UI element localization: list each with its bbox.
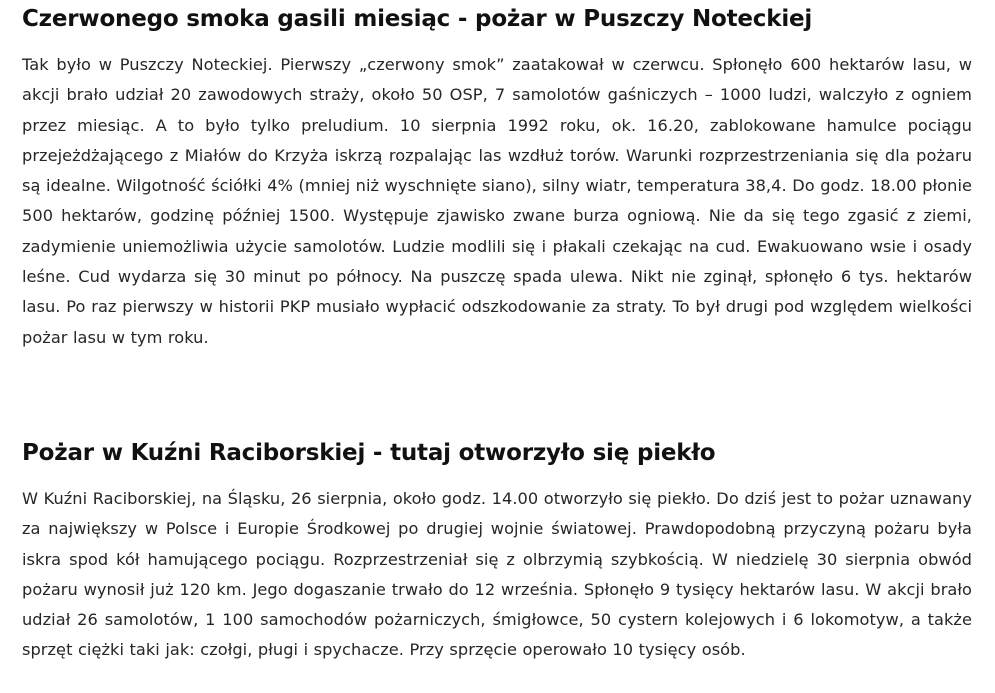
section-paragraph: Tak było w Puszczy Noteckiej. Pierwszy „czerwony smok” zaatakował w czerwcu. Spłonęło 600 hektarów lasu, w akcji brało udział 20 zawodowych straży, około 50 OSP, 7 samolotów gaśniczych – 1000 ludzi, walczyło z ogniem przez miesiąc. A to było tylko preludium. 10 sierpnia 1992 roku, ok. 16.20, zablokowane hamulce pociągu przejeżdżającego z Miałów do Krzyża iskrzą rozpalając las wzdłuż torów. Warunki rozprzestrzeniania się dla pożaru są idealne. Wilgotność ściółki 4% (mniej niż wyschnięte siano), silny wiatr, temperatura 38,4. Do godz. 18.00 płonie 500 hektarów, godzinę później 1500. Występuje zjawisko zwane burza ogniową. Nie da się tego zgasić z ziemi, zadymienie uniemożliwia użycie samolotów. Ludzie modlili się i płakali czekając na cud. Ewakuowano wsie i osady leśne. Cud wydarza się 30 minut po północy. Na puszczę spada ulewa. Nikt nie zginął, spłonęło 6 tys. hektarów lasu. Po raz pierwszy w historii PKP musiało wypłacić odszkodowanie za straty. To był drugi pod względem wielkości pożar lasu w tym roku. (22, 55, 972, 347)
section-heading: Czerwonego smoka gasili miesiąc - pożar w Puszczy Noteckiej (22, 6, 813, 32)
section-heading: Pożar w Kuźni Raciborskiej - tutaj otworzyło się piekło (22, 440, 716, 466)
section-paragraph: W Kuźni Raciborskiej, na Śląsku, 26 sierpnia, około godz. 14.00 otworzyło się piekło. Do dziś jest to pożar uznawany za największy w Polsce i Europie Środkowej po drugiej wojnie światowej. Prawdopodobną przyczyną pożaru była iskra spod kół hamującego pociągu. Rozprzestrzeniał się z olbrzymią szybkością. W niedzielę 30 sierpnia obwód pożaru wynosił już 120 km. Jego dogaszanie trwało do 12 września. Spłonęło 9 tysięcy hektarów lasu. W akcji brało udział 26 samolotów, 1 100 samochodów pożarniczych, śmigłowce, 50 cystern kolejowych i 6 lokomotyw, a także sprzęt ciężki taki jak: czołgi, pługi i spychacze. Przy sprzęcie operowało 10 tysięcy osób. (22, 489, 972, 660)
